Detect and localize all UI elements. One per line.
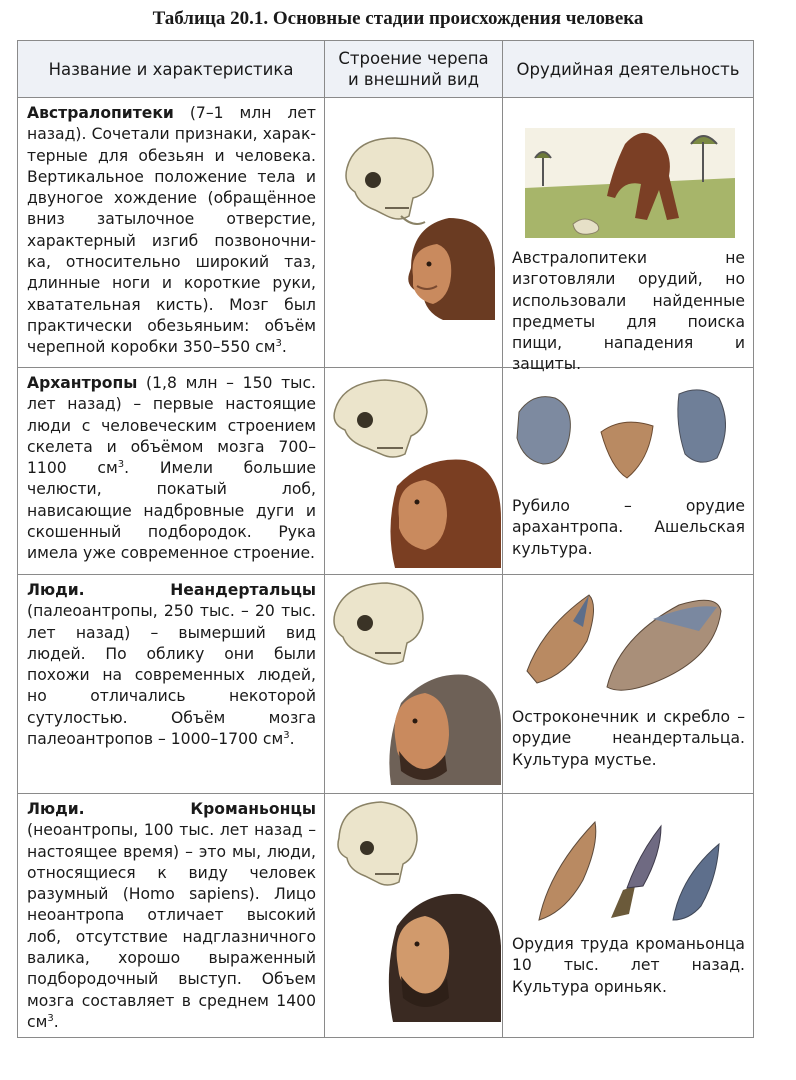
- table-title: Таблица 20.1. Основные стадии происхождения человека: [152, 8, 644, 29]
- row2-description: [18, 368, 325, 575]
- australopithecus-scene-illustration: [503, 98, 754, 248]
- row1-tools-caption: Австралопитеки не изготовляли орудий, но использовали найденные предметы для поиска пищи, нападения и защиты.: [512, 249, 745, 374]
- evolution-table: [17, 40, 754, 1038]
- cro-magnon-skull-face-illustration: [325, 794, 503, 1029]
- header-name: Название и характеристика: [18, 41, 325, 98]
- row3-tools-cell: [503, 575, 754, 794]
- row2-tools-caption: Рубило – орудие арахантропа. Ашельская культура.: [512, 497, 745, 558]
- table-row: [18, 575, 754, 794]
- archanthrope-skull-face-illustration: [325, 368, 503, 575]
- row4-tools-caption: Орудия труда кроманьонца 10 тыс. лет назад. Культура ориньяк.: [512, 935, 745, 996]
- row2-tools-cell: [503, 368, 754, 575]
- point-and-scraper-illustration: [503, 575, 754, 705]
- header-tools: Орудийная деятельность: [503, 41, 754, 98]
- table-row: [18, 368, 754, 575]
- neanderthal-skull-face-illustration: [325, 575, 503, 794]
- hand-axe-illustration: [503, 368, 754, 498]
- row3-text: (палеоантропы, 250 тыс. – 20 тыс. лет назад) – вымерший вид людей. По облику они были похожи на современных людей, но отличались некоторой сутулостью. Объём мозга палеоантропов – 1000–1700 $см^3$.: [27, 602, 316, 749]
- row4-tools-cell: [503, 794, 754, 1038]
- aurignacian-tools-illustration: [503, 794, 754, 934]
- row2-text: (1,8 млн – 150 тыс. лет назад) – первые настоящие люди с человеческим строением скелета и объёмом мозга 700– 1100 $см^3$. Имели большие челюсти, покатый лоб, нависающие надбровные дуги и скошенный подбородок. Рука имела уже современное строение.: [27, 374, 316, 563]
- table-row: [18, 794, 754, 1038]
- header-row: [18, 41, 754, 98]
- row4-skull-cell: [325, 794, 503, 1038]
- row1-tools-cell: [503, 98, 754, 374]
- header-skull-line1: Строение черепа: [338, 49, 489, 68]
- row2-name: Архантропы: [27, 374, 138, 392]
- row1-name: Австралопитеки: [27, 104, 174, 122]
- row2-skull-cell: [325, 368, 503, 575]
- header-skull-line2: и внешний вид: [347, 70, 480, 89]
- australopithecus-skull-face-illustration: [325, 98, 503, 368]
- row4-name: Люди. Кроманьонцы: [27, 800, 316, 818]
- table-row: [18, 98, 754, 368]
- row1-skull-cell: [325, 98, 503, 368]
- header-skull: [325, 41, 503, 98]
- row4-text: (неоантропы, 100 тыс. лет назад – настоящее время) – это мы, люди, относящиеся к виду человек разумный (Homo sapiens). Лицо неоантропа отличает высокий лоб, отсутствие надглазничного валика, хорошо выраженный подбородочный выступ. Объем мозга составляет в среднем 1400 $см^3$.: [27, 821, 316, 1031]
- row3-name: Люди. Неандертальцы: [27, 581, 316, 599]
- row3-tools-caption: Остроконечник и скребло – орудие неандертальца. Культура мустье.: [512, 708, 745, 769]
- row4-description: [18, 794, 325, 1038]
- row1-text: (7–1 млн лет назад). Сочетали признаки, харак- терные для обезьян и человека. Вертикальное положение тела и двуногое хождение (обращённое вниз затылочное отверстие, характерный изгиб позвоночни- ка, относительно широкий таз, длинные ноги и короткие руки, хватательная кисть). Мозг был практически обезьяньим: объём черепной коробки 350–550 $см^3$.: [27, 104, 316, 357]
- row3-description: [18, 575, 325, 794]
- row1-description: [18, 98, 325, 368]
- row3-skull-cell: [325, 575, 503, 794]
